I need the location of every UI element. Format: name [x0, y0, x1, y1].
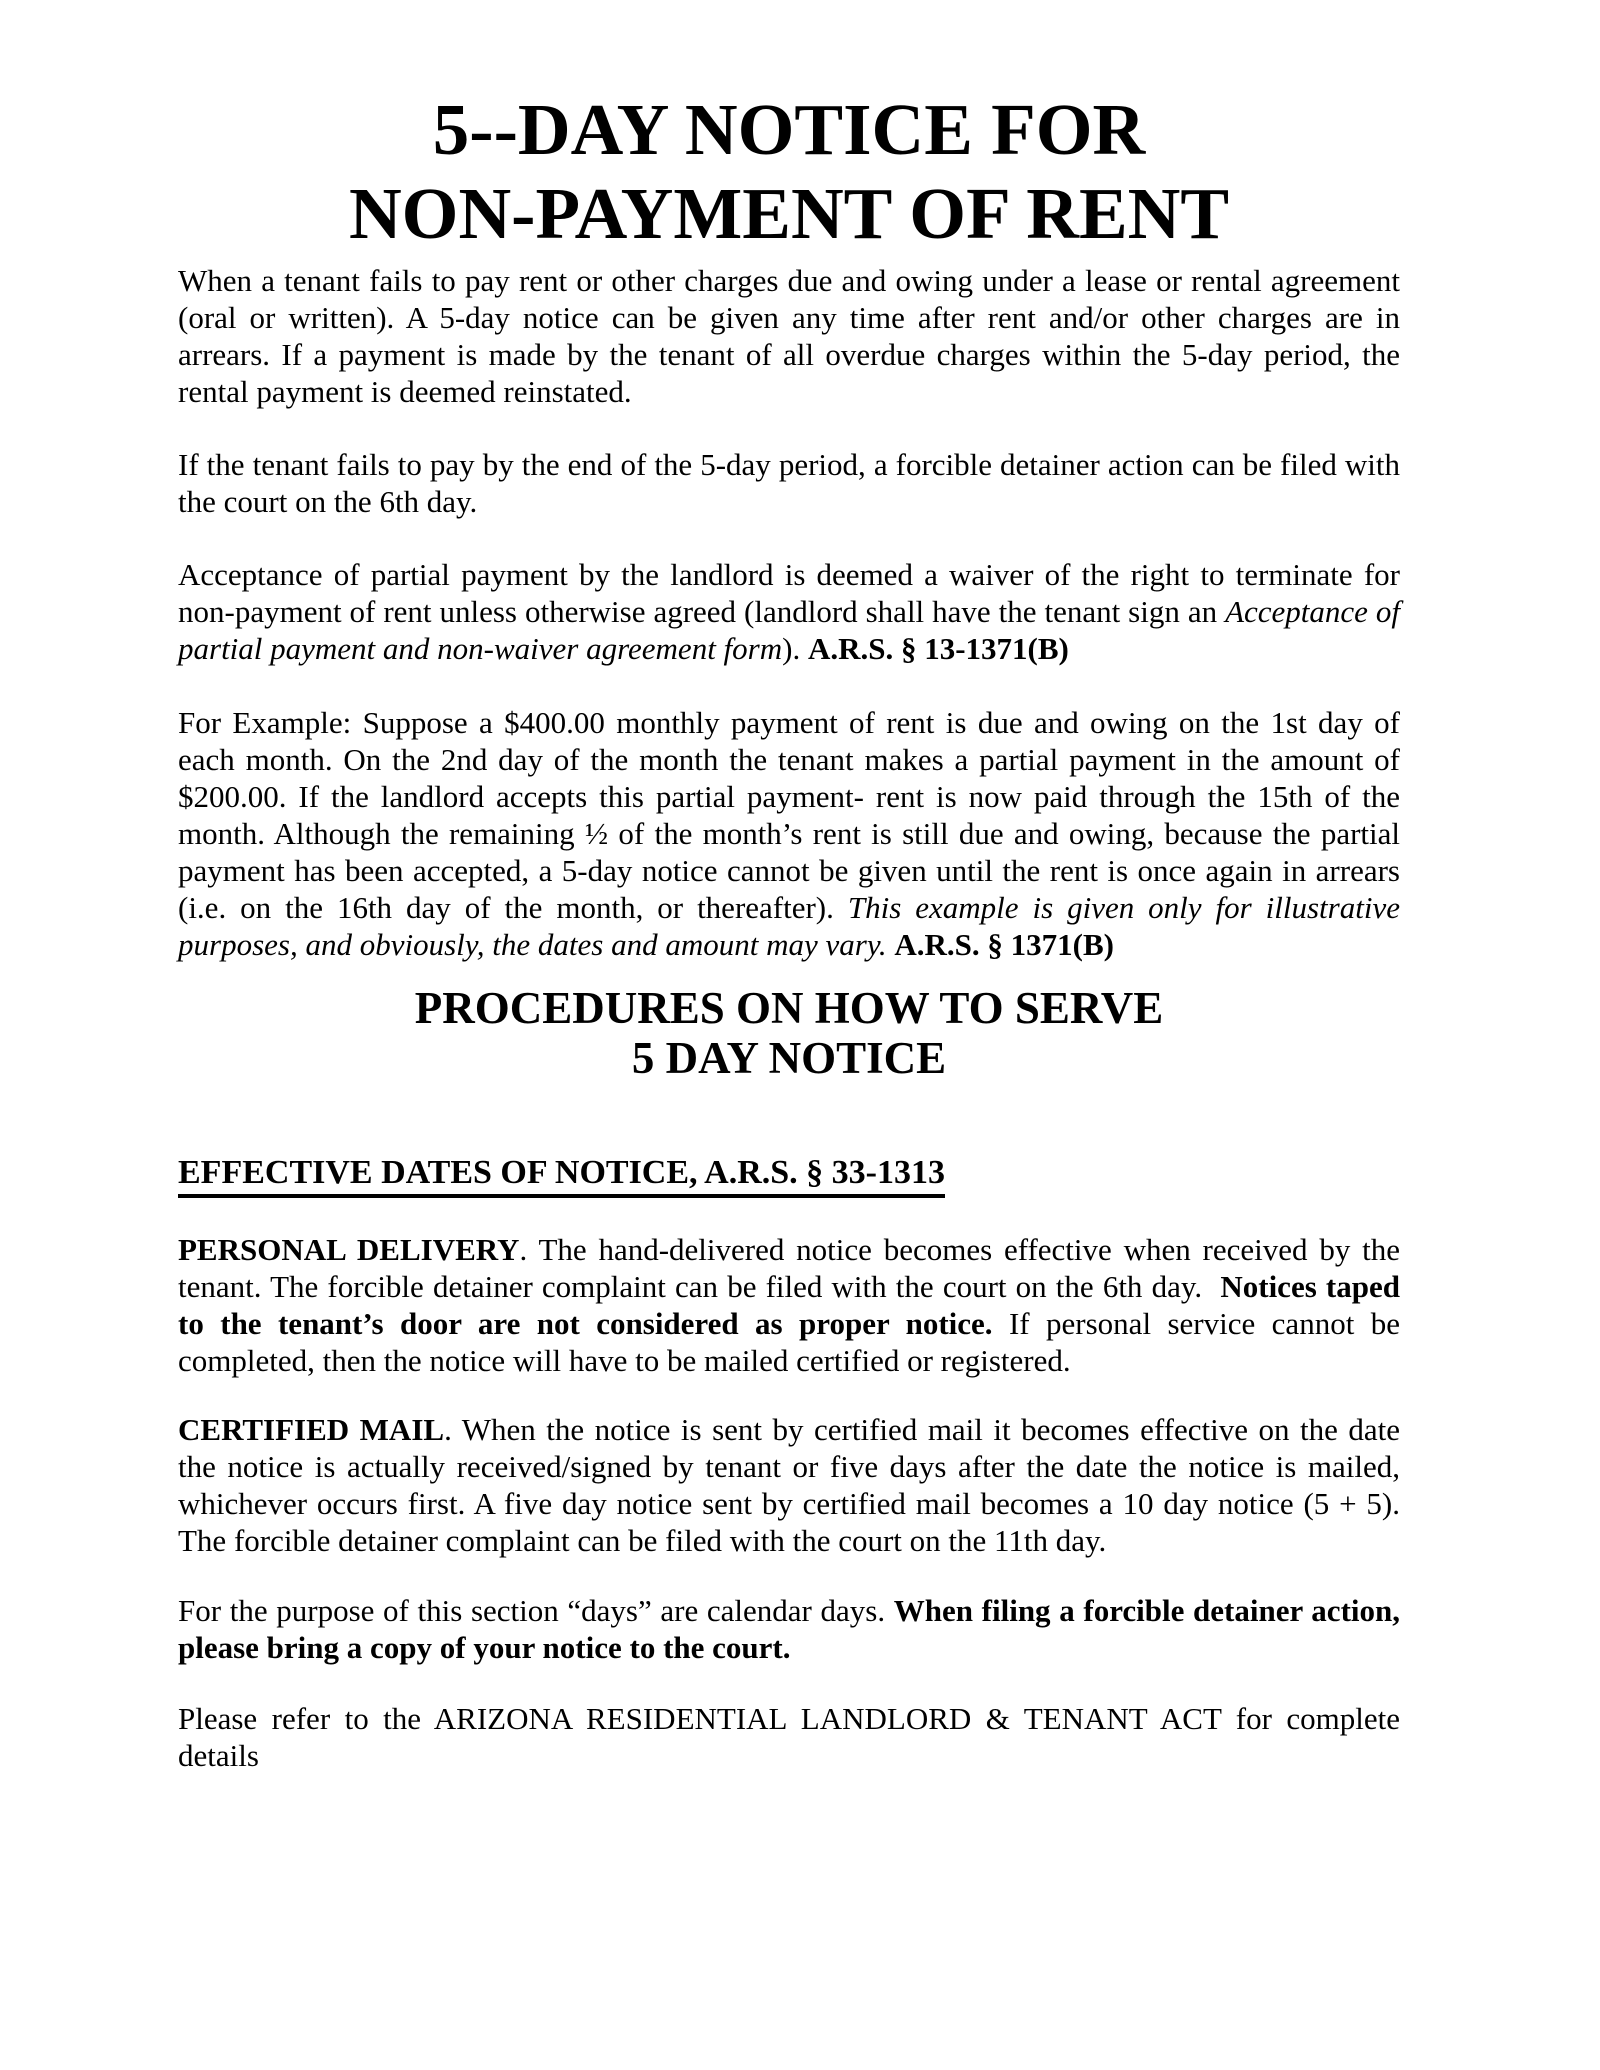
paragraph-six-day-filing	[178, 446, 1400, 520]
text-run: For the purpose of this section “days” are calendar days.	[178, 1593, 894, 1628]
text-run: Please refer to the ARIZONA RESIDENTIAL LANDLORD & TENANT ACT for complete details	[178, 1701, 1400, 1773]
text-run: When a tenant fails to pay rent or other charges due and owing under a lease or rental agreement (oral or written). A 5-day notice can be given any time after rent and/or other charges are in arrears. If a payment is made by the tenant of all overdue charges within the 5-day period, the rental payment is deemed reinstated.	[178, 263, 1400, 409]
paragraph-example	[178, 704, 1400, 963]
text-run: A.R.S. § 13-1371(B)	[807, 631, 1069, 666]
text-run: If the tenant fails to pay by the end of the 5-day period, a forcible detainer action can be filed with the court on the 6th day.	[178, 447, 1400, 519]
text-run: Acceptance of partial payment and non-waiver agreement form	[178, 594, 1400, 666]
section-heading-line-1: PROCEDURES ON HOW TO SERVE	[414, 983, 1164, 1033]
text-run: A.R.S. § 1371(B)	[894, 927, 1114, 962]
text-run: If personal service cannot be completed, then the notice will have to be mailed certified or registered.	[178, 1306, 1400, 1378]
text-run: Acceptance of partial payment by the landlord is deemed a waiver of the right to terminate for non-payment of rent unless otherwise agreed (landlord shall have the tenant sign an	[178, 557, 1400, 629]
document-title	[178, 88, 1400, 256]
text-run: When filing a forcible detainer action, please bring a copy of your notice to the court.	[178, 1593, 1400, 1665]
text-run: Notices taped to the tenant’s door are not considered as proper notice.	[178, 1269, 1400, 1341]
text-run: CERTIFIED MAIL	[178, 1412, 445, 1447]
paragraph-calendar-days	[178, 1592, 1400, 1666]
paragraph-certified-mail	[178, 1411, 1400, 1559]
text-run: PERSONAL DELIVERY	[178, 1232, 520, 1267]
paragraph-intro	[178, 262, 1400, 410]
text-run: . When the notice is sent by certified mail it becomes effective on the date the notice is actually received/signed by tenant or five days after the date the notice is mailed, whichever occurs first. A five day notice sent by certified mail becomes a 10 day notice (5 + 5). The forcible detainer complaint can be filed with the court on the 11th day.	[178, 1412, 1400, 1558]
text-run: For Example: Suppose a $400.00 monthly payment of rent is due and owing on the 1st day of each month. On the 2nd day of the month the tenant makes a partial payment in the amount of $200.00. If the landlord accepts this partial payment- rent is now paid through the 15th of the month. Although the remaining ½ of the month’s rent is still due and owing, because the partial payment has been accepted, a 5-day notice cannot be given until the rent is once again in arrears (i.e. on the 16th day of the month, or thereafter).	[178, 705, 1400, 925]
text-run: This example is given only for illustrative purposes, and obviously, the dates and amount may vary.	[178, 890, 1400, 962]
paragraph-refer-act	[178, 1700, 1400, 1774]
paragraph-partial-payment	[178, 556, 1400, 667]
text-run: ).	[782, 631, 808, 666]
title-line-1: 5--DAY NOTICE FOR	[432, 89, 1146, 170]
effective-dates-heading	[178, 1153, 1400, 1198]
title-line-2: NON-PAYMENT OF RENT	[348, 173, 1230, 254]
effective-dates-heading-text: EFFECTIVE DATES OF NOTICE, A.R.S. § 33-1313	[178, 1153, 945, 1198]
section-heading-line-2: 5 DAY NOTICE	[631, 1033, 947, 1083]
paragraph-personal-delivery	[178, 1231, 1400, 1379]
text-run: . The hand-delivered notice becomes effective when received by the tenant. The forcible detainer complaint can be filed with the court on the 6th day.	[178, 1232, 1400, 1304]
section-heading-procedures	[178, 983, 1400, 1083]
